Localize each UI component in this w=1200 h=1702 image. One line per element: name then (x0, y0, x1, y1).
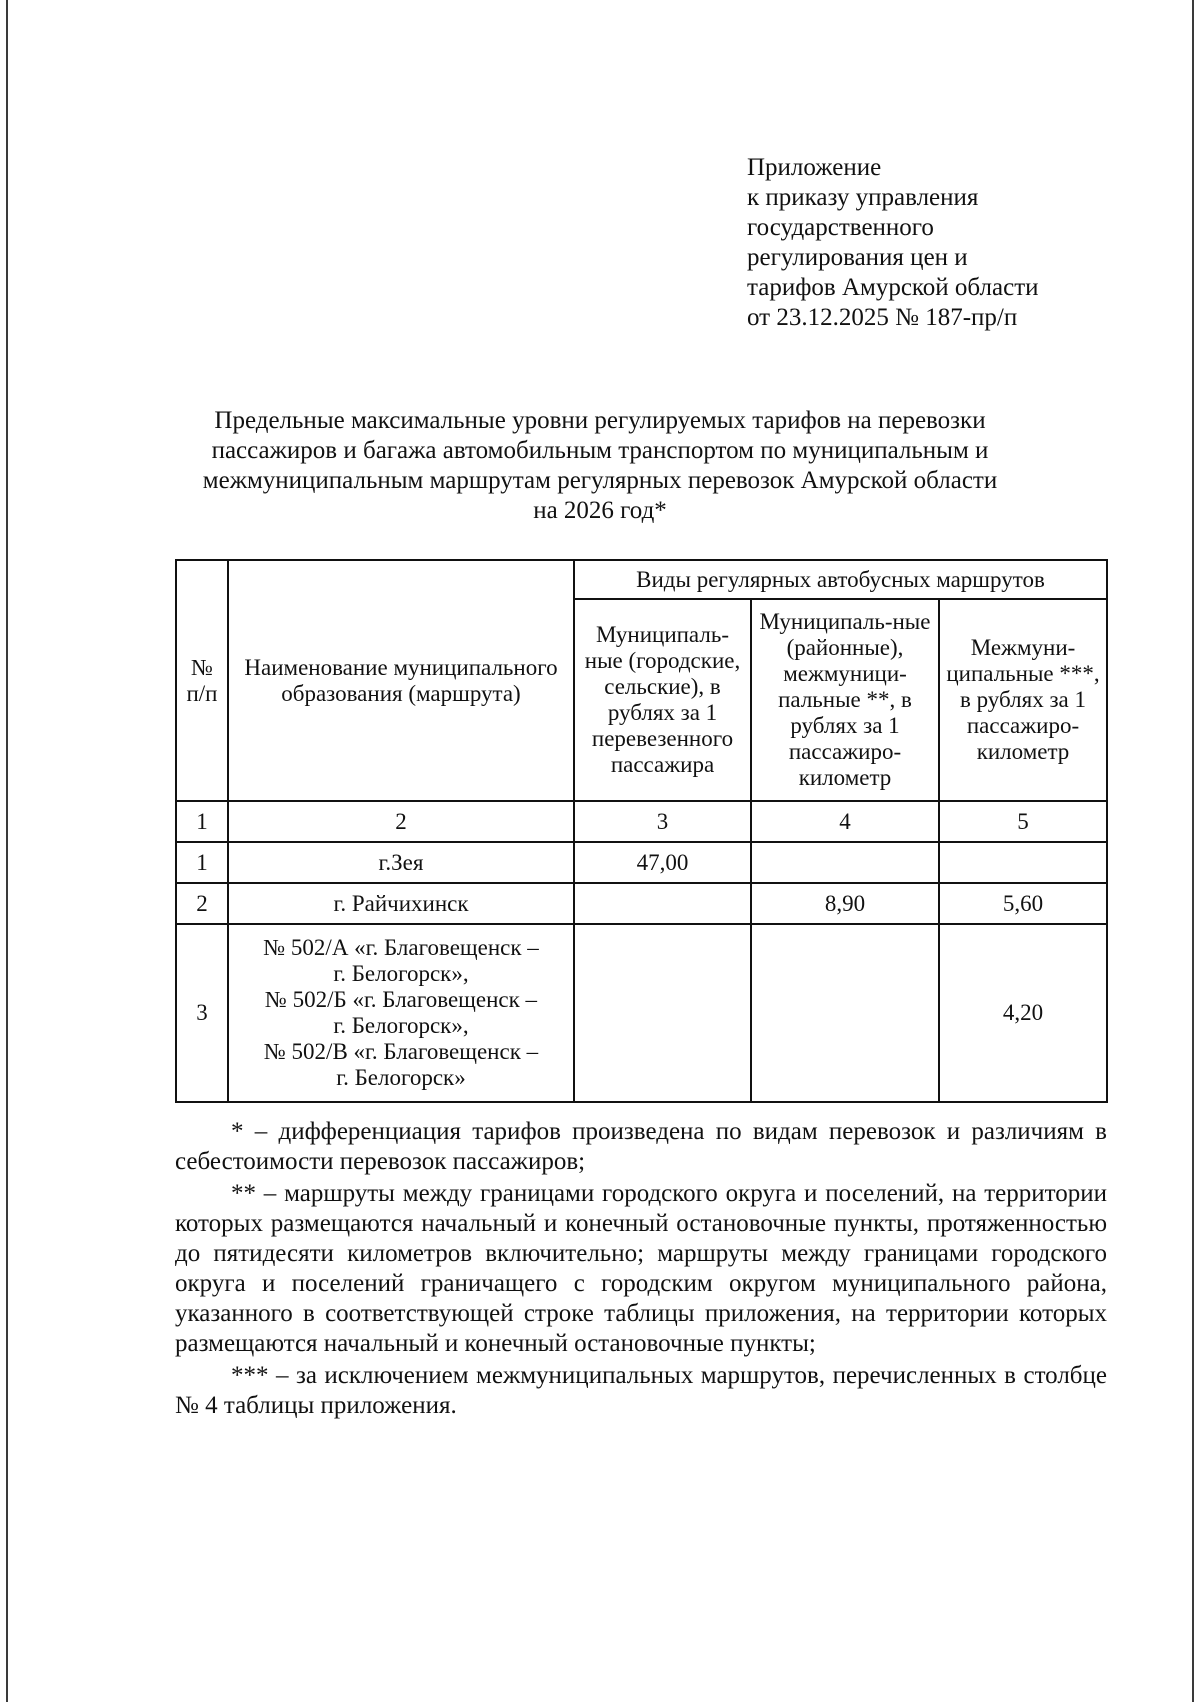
row-name: г.Зея (228, 842, 574, 883)
row-c4 (751, 924, 939, 1102)
document-title (150, 406, 1050, 526)
row-c3 (574, 924, 751, 1102)
row-c5 (939, 842, 1107, 883)
header-name: Наименование муниципального образования (маршрута) (228, 560, 574, 801)
column-number-row (176, 801, 1107, 842)
row-num: 2 (176, 883, 228, 924)
appendix-line: к приказу управления (747, 184, 979, 211)
table-row (176, 883, 1107, 924)
appendix-line: государственного (747, 214, 934, 241)
row-num: 1 (176, 842, 228, 883)
table-header-row (176, 560, 1107, 599)
footnote: ** – маршруты между границами городского округа и поселений, на территории которых размещаются начальный и конечный остановочные пункты, протяженностью до пятидесяти километров включительно; маршруты между границами городского округа и поселений граничащего с городским округом муниципального района, указанного в соответствующей строке таблицы приложения, на территории которых размещаются начальный и конечный остановочные пункты; (175, 1180, 1107, 1357)
header-group: Виды регулярных автобусных маршрутов (574, 560, 1107, 599)
route-line: г. Белогорск», (333, 961, 469, 986)
row-num: 3 (176, 924, 228, 1102)
title-line: межмуниципальным маршрутам регулярных перевозок Амурской области (202, 467, 998, 494)
column-number: 2 (228, 801, 574, 842)
table-row (176, 842, 1107, 883)
row-c4 (751, 842, 939, 883)
header-col3: Муниципаль-ные (городские, сельские), в рублях за 1 перевезенного пассажира (574, 599, 751, 801)
appendix-line: от 23.12.2025 № 187-пр/п (747, 304, 1018, 331)
header-col4: Муниципаль-ные (районные), межмуници-пальные **, в рублях за 1 пассажиро-километр (751, 599, 939, 801)
title-line: пассажиров и багажа автомобильным транспортом по муниципальным и (211, 437, 989, 464)
column-number: 5 (939, 801, 1107, 842)
appendix-line: Приложение (747, 154, 882, 181)
row-c4: 8,90 (751, 883, 939, 924)
header-col5: Межмуни-ципальные ***, в рублях за 1 пассажиро-километр (939, 599, 1107, 801)
column-number: 4 (751, 801, 939, 842)
appendix-block (747, 153, 1039, 333)
scan-edge-left (6, 0, 8, 1702)
column-number: 1 (176, 801, 228, 842)
footnote: *** – за исключением межмуниципальных маршрутов, перечисленных в столбце № 4 таблицы приложения. (175, 1362, 1107, 1419)
appendix-line: тарифов Амурской области (747, 274, 1039, 301)
table-row (176, 924, 1107, 1102)
route-line: г. Белогорск», (333, 1013, 469, 1038)
footnote: * – дифференциация тарифов произведена по видам перевозок и различиям в себестоимости перевозок пассажиров; (175, 1118, 1107, 1175)
appendix-line: регулирования цен и (747, 244, 968, 271)
route-line: г. Белогорск» (336, 1065, 466, 1090)
row-name (228, 924, 574, 1102)
row-c5: 4,20 (939, 924, 1107, 1102)
row-c5: 5,60 (939, 883, 1107, 924)
row-c3: 47,00 (574, 842, 751, 883)
footnotes (175, 1117, 1107, 1423)
column-number: 3 (574, 801, 751, 842)
tariff-table (175, 559, 1108, 1103)
title-line: Предельные максимальные уровни регулируемых тарифов на перевозки (214, 407, 986, 434)
title-line: на 2026 год* (533, 497, 667, 524)
header-num: № п/п (176, 560, 228, 801)
route-line: № 502/Б «г. Благовещенск – (264, 987, 538, 1012)
route-line: № 502/В «г. Благовещенск – (263, 1039, 539, 1064)
row-name: г. Райчихинск (228, 883, 574, 924)
scan-edge-right (1192, 0, 1194, 1702)
row-c3 (574, 883, 751, 924)
route-line: № 502/А «г. Благовещенск – (263, 935, 539, 960)
